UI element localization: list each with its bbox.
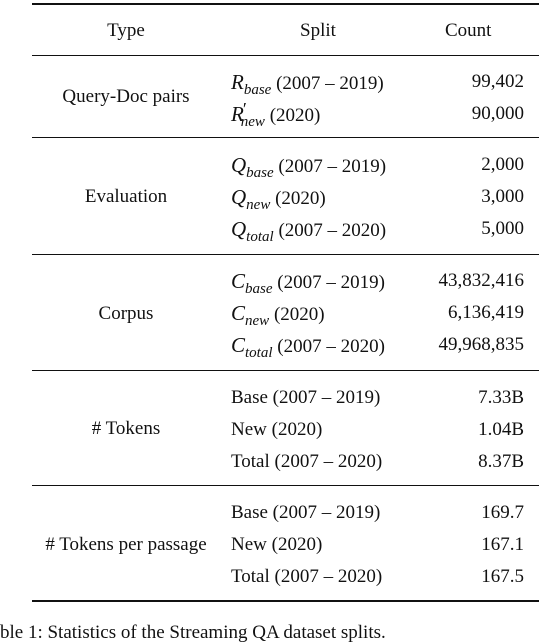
split-tpp-total: Total (2007 – 2020) — [231, 566, 383, 587]
count-tokens-total: 8.37B — [478, 451, 524, 472]
header-type: Type — [107, 20, 145, 41]
group-type-tokens: # Tokens — [91, 418, 161, 439]
count-c-base: 43,832,416 — [438, 270, 524, 291]
count-tpp-new: 167.1 — [481, 534, 524, 555]
group-type-tokens-per-passage: # Tokens per passage — [45, 534, 207, 555]
group-type-corpus: Corpus — [98, 303, 154, 324]
header-split: Split — [300, 20, 336, 41]
count-r-new: 90,000 — [471, 103, 524, 124]
split-tokens-total: Total (2007 – 2020) — [231, 451, 383, 472]
count-c-total: 49,968,835 — [438, 334, 524, 355]
count-r-base: 99,402 — [471, 71, 524, 92]
count-tokens-new: 1.04B — [478, 419, 524, 440]
split-c-new: $C_{new}$ (2020) — [231, 301, 325, 329]
split-r-base: $R_{base}$ (2007 – 2019) — [231, 70, 384, 98]
table-caption: ble 1: Statistics of the Streaming QA dataset splits. — [0, 622, 386, 643]
group-rule-3 — [32, 370, 539, 371]
split-q-new: $Q_{new}$ (2020) — [231, 185, 326, 213]
count-c-new: 6,136,419 — [448, 302, 524, 323]
split-tokens-new: New (2020) — [231, 419, 323, 440]
split-c-base: $C_{base}$ (2007 – 2019) — [231, 269, 385, 297]
group-type-evaluation: Evaluation — [84, 186, 168, 207]
group-type-query-doc: Query-Doc pairs — [62, 86, 190, 107]
group-rule-2 — [32, 254, 539, 255]
group-rule-1 — [32, 137, 539, 138]
top-rule — [32, 3, 539, 5]
group-rule-4 — [32, 485, 539, 486]
split-q-base: $Q_{base}$ (2007 – 2019) — [231, 153, 387, 181]
count-tpp-base: 169.7 — [481, 502, 524, 523]
split-r-new: $R'_{new}$ (2020) — [231, 99, 321, 130]
split-tokens-base: Base (2007 – 2019) — [231, 387, 381, 408]
header-count: Count — [445, 20, 492, 41]
count-tpp-total: 167.5 — [481, 566, 524, 587]
split-tpp-base: Base (2007 – 2019) — [231, 502, 381, 523]
bottom-rule — [32, 600, 539, 602]
split-c-total: $C_{total}$ (2007 – 2020) — [231, 333, 385, 361]
count-q-total: 5,000 — [481, 218, 524, 239]
header-rule — [32, 55, 539, 56]
count-q-new: 3,000 — [481, 186, 524, 207]
count-tokens-base: 7.33B — [478, 387, 524, 408]
split-tpp-new: New (2020) — [231, 534, 323, 555]
split-q-total: $Q_{total}$ (2007 – 2020) — [231, 217, 387, 245]
count-q-base: 2,000 — [481, 154, 524, 175]
